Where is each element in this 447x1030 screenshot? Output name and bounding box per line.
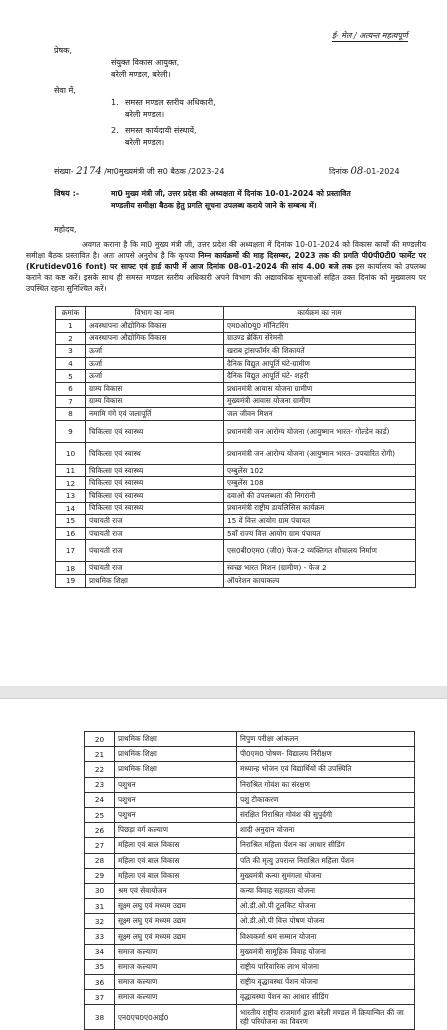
reference-number: 2174 bbox=[76, 166, 102, 177]
cell-department: महिला एवं बाल विकास bbox=[115, 868, 237, 883]
cell-serial: 25 bbox=[85, 807, 115, 822]
cell-serial: 16 bbox=[56, 527, 86, 540]
date-line bbox=[329, 167, 400, 177]
cell-department: चिकित्सा एवं स्वास्थ्य bbox=[86, 464, 224, 477]
cell-department: पशुधन bbox=[115, 792, 237, 807]
cell-department: प्राथमिक शिक्षा bbox=[115, 732, 237, 747]
table-row bbox=[85, 899, 415, 914]
cell-serial: 18 bbox=[56, 562, 86, 575]
cell-department: चिकित्सा एवं स्वास्थ्य bbox=[86, 502, 224, 515]
cell-programme: दैनिक विद्युत आपूर्ति घंटे- शहरी bbox=[224, 370, 416, 383]
sender-line-2: बरेली मण्डल, बरेली। bbox=[111, 70, 171, 79]
cell-programme: निराश्रित गोवंश का संरक्षण bbox=[237, 777, 415, 792]
body-text-2: इस कार्यालय को उपलब्ध कराने का कष्ट करें। इसके साथ ही समस्त मण्डल स्तरीय अधिकारी अपने विभाग की अद्यावधिक सूचनाओं सहित उक्त दिनांक को मुख्यालय पर उपस्थित रहना सुनिश्चित करें। bbox=[26, 262, 426, 293]
cell-serial: 24 bbox=[85, 792, 115, 807]
cell-programme: पशु टीकाकरण bbox=[237, 792, 415, 807]
body-text-1: अवगत कराना है कि मा0 मुख्य मंत्री जी, उत्तर प्रदेश की अध्यक्षता में दिनांक 10-01-2024 को विकास कार्यों की मण्डलीय समीक्षा बैठक प्रस्तावित है। अतः आपसे अनुरोध है कि कृपया bbox=[26, 240, 426, 260]
table-row bbox=[56, 345, 416, 358]
cell-department: प्राथमिक शिक्षा bbox=[115, 762, 237, 777]
date-suffix: -01-2024 bbox=[363, 167, 400, 176]
cell-serial: 19 bbox=[56, 574, 86, 587]
sender-label: प्रेषक, bbox=[54, 46, 72, 55]
reference-suffix: /मा0मुख्यमंत्री जी स0 बैठक /2023-24 bbox=[104, 167, 225, 176]
cell-department: पशुधन bbox=[115, 807, 237, 822]
cell-programme: ऑपरेशन कायाकल्प bbox=[224, 574, 416, 587]
recipient-1-line1: समस्त मण्डल स्तरीय अधिकारी, bbox=[125, 98, 216, 107]
table-row bbox=[85, 959, 415, 974]
cell-department: पंचायती राज bbox=[86, 562, 224, 575]
cell-serial: 8 bbox=[56, 408, 86, 421]
cell-department: ग्राम्य विकास bbox=[86, 395, 224, 408]
cell-department: पंचायती राज bbox=[86, 515, 224, 528]
salutation: महोदय, bbox=[54, 225, 77, 234]
cell-serial: 33 bbox=[85, 929, 115, 944]
table-row bbox=[56, 540, 416, 562]
cell-programme: एम0ओ0यू0 मॉनिटरिंग bbox=[224, 320, 416, 333]
table-row bbox=[85, 732, 415, 747]
cell-serial: 29 bbox=[85, 868, 115, 883]
cell-programme: राष्ट्रीय वृद्धावस्था पेंशन योजना bbox=[237, 975, 415, 990]
cell-serial: 30 bbox=[85, 883, 115, 898]
table-row bbox=[85, 975, 415, 990]
cell-programme: निराश्रित महिला पेंशन का आधार सीडिंग bbox=[237, 838, 415, 853]
cell-serial: 15 bbox=[56, 515, 86, 528]
table-row bbox=[56, 332, 416, 345]
cell-programme: प्रधानमंत्री जन आरोग्य योजना (आयुष्मान भारत- उपचारित रोगी) bbox=[224, 442, 416, 464]
cell-department: सूक्ष्म लघु एवं मध्यम उद्यम bbox=[115, 914, 237, 929]
email-urgent-note: ई- मेल / अत्यन्त महत्वपूर्ण bbox=[332, 31, 408, 40]
table-row bbox=[85, 990, 415, 1005]
recipient-2-line2: बरेली मण्डल। bbox=[125, 138, 165, 147]
table-row bbox=[85, 777, 415, 792]
cell-programme: ओ.डी.ओ.पी टूलकिट योजना bbox=[237, 899, 415, 914]
table-row bbox=[85, 792, 415, 807]
to-label: सेवा में, bbox=[54, 86, 76, 95]
cell-serial: 20 bbox=[85, 732, 115, 747]
recipient-1-num: 1. bbox=[111, 98, 119, 107]
table-row bbox=[56, 370, 416, 383]
cell-programme: स्वच्छ भारत मिशन (ग्रामीण) - फेज 2 bbox=[224, 562, 416, 575]
table-row bbox=[85, 868, 415, 883]
table-row bbox=[85, 929, 415, 944]
cell-serial: 5 bbox=[56, 370, 86, 383]
letter-page-2 bbox=[0, 698, 447, 1025]
cell-programme: मुख्यमंत्री कन्या सुमंगला योजना bbox=[237, 868, 415, 883]
cell-serial: 35 bbox=[85, 959, 115, 974]
cell-department: एन0एच0ए0आई0 bbox=[115, 1005, 237, 1030]
cell-department: अवस्थापना औद्योगिक विकास bbox=[86, 320, 224, 333]
body-paragraph bbox=[26, 239, 426, 294]
cell-programme: दवाओं की उपलब्धता की निगरानी bbox=[224, 489, 416, 502]
cell-serial: 36 bbox=[85, 975, 115, 990]
cell-department: पशुधन bbox=[115, 777, 237, 792]
cell-programme: प्रधानमंत्री राष्ट्रीय डायलिसिस कार्यक्रम bbox=[224, 502, 416, 515]
cell-serial: 4 bbox=[56, 357, 86, 370]
reference-line bbox=[54, 167, 224, 177]
cell-programme: वृद्धावस्था पेंशन का आधार सीडिंग bbox=[237, 990, 415, 1005]
cell-programme: निपुण परीक्षा आंकलन bbox=[237, 732, 415, 747]
cell-department: पंचायती राज bbox=[86, 527, 224, 540]
table-row bbox=[85, 883, 415, 898]
col-header-serial: क्रमांक bbox=[56, 307, 86, 320]
cell-programme: 5वाँ राज्य वित्त आयोग ग्राम पंचायत bbox=[224, 527, 416, 540]
table-row bbox=[56, 395, 416, 408]
cell-programme: एस0बी0एम0 (जी0) फेज-2 व्यक्तिगत शौचालय निर्माण bbox=[224, 540, 416, 562]
table-row bbox=[85, 807, 415, 822]
table-row bbox=[85, 914, 415, 929]
table-row bbox=[56, 464, 416, 477]
cell-serial: 26 bbox=[85, 823, 115, 838]
recipient-1-line2: बरेली मण्डल। bbox=[125, 110, 165, 119]
table-row bbox=[56, 357, 416, 370]
cell-serial: 32 bbox=[85, 914, 115, 929]
cell-department: श्रम एवं सेवायोजन bbox=[115, 883, 237, 898]
table-row bbox=[56, 515, 416, 528]
cell-department: चिकित्सा एवं स्वास्थ bbox=[86, 442, 224, 464]
table-row bbox=[56, 408, 416, 421]
table-row bbox=[56, 527, 416, 540]
cell-serial: 12 bbox=[56, 477, 86, 490]
cell-department: चिकित्सा एवं स्वास्थ्य bbox=[86, 477, 224, 490]
page-gap bbox=[0, 686, 447, 698]
sender-line-1: संयुक्त विकास आयुक्त, bbox=[111, 58, 180, 67]
subject-line-1: मा0 मुख्य मंत्री जी, उत्तर प्रदेश की अध्यक्षता में दिनांक 10-01-2024 को प्रस्तावित bbox=[111, 189, 351, 198]
cell-programme: दैनिक विद्युत आपूर्ति घंटे-ग्रामीण bbox=[224, 357, 416, 370]
table-row bbox=[85, 747, 415, 762]
cell-serial: 34 bbox=[85, 944, 115, 959]
cell-department: नमामि गंगे एवं जलापूर्ति bbox=[86, 408, 224, 421]
cell-serial: 17 bbox=[56, 540, 86, 562]
cell-programme: पी0एम0 पोषण- विद्यालय निरीक्षण bbox=[237, 747, 415, 762]
cell-department: समाज कल्याण bbox=[115, 959, 237, 974]
cell-serial: 13 bbox=[56, 489, 86, 502]
cell-programme: संरक्षित निराश्रित गोवंश की सुपुर्दगी bbox=[237, 807, 415, 822]
reference-prefix: संख्या- bbox=[54, 167, 74, 176]
cell-serial: 22 bbox=[85, 762, 115, 777]
cell-department: पंचायती राज bbox=[86, 540, 224, 562]
table-row bbox=[85, 823, 415, 838]
cell-serial: 37 bbox=[85, 990, 115, 1005]
cell-department: प्राथमिक शिक्षा bbox=[86, 574, 224, 587]
cell-department: पिछड़ा वर्ग कल्याण bbox=[115, 823, 237, 838]
cell-programme: प्रधानमंत्री जन आरोग्य योजना (आयुष्मान भारत- गोल्डेन कार्ड) bbox=[224, 420, 416, 442]
cell-department: ग्राम्य विकास bbox=[86, 382, 224, 395]
cell-serial: 21 bbox=[85, 747, 115, 762]
cell-programme: 15 वें वित्त आयोग ग्राम पंचायत bbox=[224, 515, 416, 528]
cell-programme: पति की मृत्यु उपरान्त निराश्रित महिला पेंशन bbox=[237, 853, 415, 868]
cell-serial: 1 bbox=[56, 320, 86, 333]
cell-serial: 31 bbox=[85, 899, 115, 914]
subject-line-2: मण्डलीय समीक्षा बैठक हेतु प्रगति सूचना उपलब्ध कराये जाने के सम्बन्ध में। bbox=[111, 201, 317, 210]
cell-department: चिकित्सा एवं स्वास्थ्य bbox=[86, 489, 224, 502]
cell-programme: खराब ट्रांसफॉर्मर की शिकायतें bbox=[224, 345, 416, 358]
cell-programme: विश्वकर्मा श्रम सम्मान योजना bbox=[237, 929, 415, 944]
table-row bbox=[56, 562, 416, 575]
cell-serial: 23 bbox=[85, 777, 115, 792]
cell-department: महिला एवं बाल विकास bbox=[115, 838, 237, 853]
cell-programme: मुख्यमंत्री सामूहिक विवाह योजना bbox=[237, 944, 415, 959]
cell-serial: 10 bbox=[56, 442, 86, 464]
cell-department: समाज कल्याण bbox=[115, 990, 237, 1005]
cell-department: प्राथमिक शिक्षा bbox=[115, 747, 237, 762]
table-row bbox=[56, 574, 416, 587]
table-row bbox=[85, 944, 415, 959]
cell-serial: 27 bbox=[85, 838, 115, 853]
cell-programme: एम्बुलेंस 108 bbox=[224, 477, 416, 490]
cell-programme: मध्यान्ह भोजन एवं विद्यार्थियों की उपस्थिति bbox=[237, 762, 415, 777]
cell-department: ऊर्जा bbox=[86, 345, 224, 358]
cell-programme: मुख्यमंत्री आवास योजना ग्रामीण bbox=[224, 395, 416, 408]
table-row bbox=[85, 1005, 415, 1030]
col-header-programme: कार्यक्रम का नाम bbox=[224, 307, 416, 320]
cell-programme: ग्राउण्ड ब्रेकिंग सेरेमनी bbox=[224, 332, 416, 345]
recipient-2-line1: समस्त कार्यदायी संस्थायें, bbox=[125, 126, 197, 135]
cell-programme: एम्बुलेंस 102 bbox=[224, 464, 416, 477]
cell-programme: ओ.डी.ओ.पी वित्त पोषण योजना bbox=[237, 914, 415, 929]
recipient-2-num: 2. bbox=[111, 126, 119, 135]
table-row bbox=[85, 853, 415, 868]
table-row bbox=[56, 382, 416, 395]
cell-serial: 14 bbox=[56, 502, 86, 515]
cell-serial: 9 bbox=[56, 420, 86, 442]
cell-programme: कन्या विवाह सहायता योजना bbox=[237, 883, 415, 898]
programme-table-page-2 bbox=[84, 731, 415, 1030]
body-text-bold: निम्न कार्यक्रमों की माह दिसम्बर, 2023 तक की प्रगति पी0पी0टी0 फार्मेट पर (Krutidev016 font) पर साफ्ट एवं हार्ड कापी में आज दिनांक 08-01-2024 की सांय 4.00 बजे तक bbox=[26, 251, 426, 271]
table-row bbox=[56, 320, 416, 333]
cell-department: चिकित्सा एवं स्वास्थ्य bbox=[86, 420, 224, 442]
cell-serial: 6 bbox=[56, 382, 86, 395]
subject-label: विषय :- bbox=[54, 189, 80, 198]
cell-serial: 38 bbox=[85, 1005, 115, 1030]
cell-serial: 7 bbox=[56, 395, 86, 408]
table-row bbox=[56, 502, 416, 515]
programme-table-page-1 bbox=[55, 306, 416, 588]
table-row bbox=[56, 477, 416, 490]
cell-serial: 2 bbox=[56, 332, 86, 345]
cell-department: समाज कल्याण bbox=[115, 944, 237, 959]
cell-department: सूक्ष्म लघु एवं मध्यम उद्यम bbox=[115, 929, 237, 944]
cell-department: अवस्थापना औद्योगिक विकास bbox=[86, 332, 224, 345]
table-row bbox=[56, 489, 416, 502]
cell-department: ऊर्जा bbox=[86, 357, 224, 370]
table-row bbox=[85, 838, 415, 853]
table-row bbox=[56, 420, 416, 442]
cell-programme: शादी अनुदान योजना bbox=[237, 823, 415, 838]
cell-serial: 11 bbox=[56, 464, 86, 477]
table-row bbox=[85, 762, 415, 777]
date-prefix: दिनांक bbox=[329, 167, 348, 176]
date-day: 08 bbox=[350, 166, 364, 177]
cell-serial: 28 bbox=[85, 853, 115, 868]
cell-department: महिला एवं बाल विकास bbox=[115, 853, 237, 868]
cell-programme: राष्ट्रीय पारिवारिक लाभ योजना bbox=[237, 959, 415, 974]
cell-serial: 3 bbox=[56, 345, 86, 358]
cell-programme: भारतीय राष्ट्रीय राजमार्ग द्वारा बरेली मण्डल में क्रियान्वित की जा रही परियोजना का विवरण bbox=[237, 1005, 415, 1030]
cell-programme: प्रधानमंत्री आवास योजना ग्रामीण bbox=[224, 382, 416, 395]
cell-department: समाज कल्याण bbox=[115, 975, 237, 990]
cell-department: सूक्ष्म लघु एवं मध्यम उद्यम bbox=[115, 899, 237, 914]
table-row bbox=[56, 442, 416, 464]
cell-department: ऊर्जा bbox=[86, 370, 224, 383]
col-header-department: विभाग का नाम bbox=[86, 307, 224, 320]
cell-programme: जल जीवन मिशन bbox=[224, 408, 416, 421]
